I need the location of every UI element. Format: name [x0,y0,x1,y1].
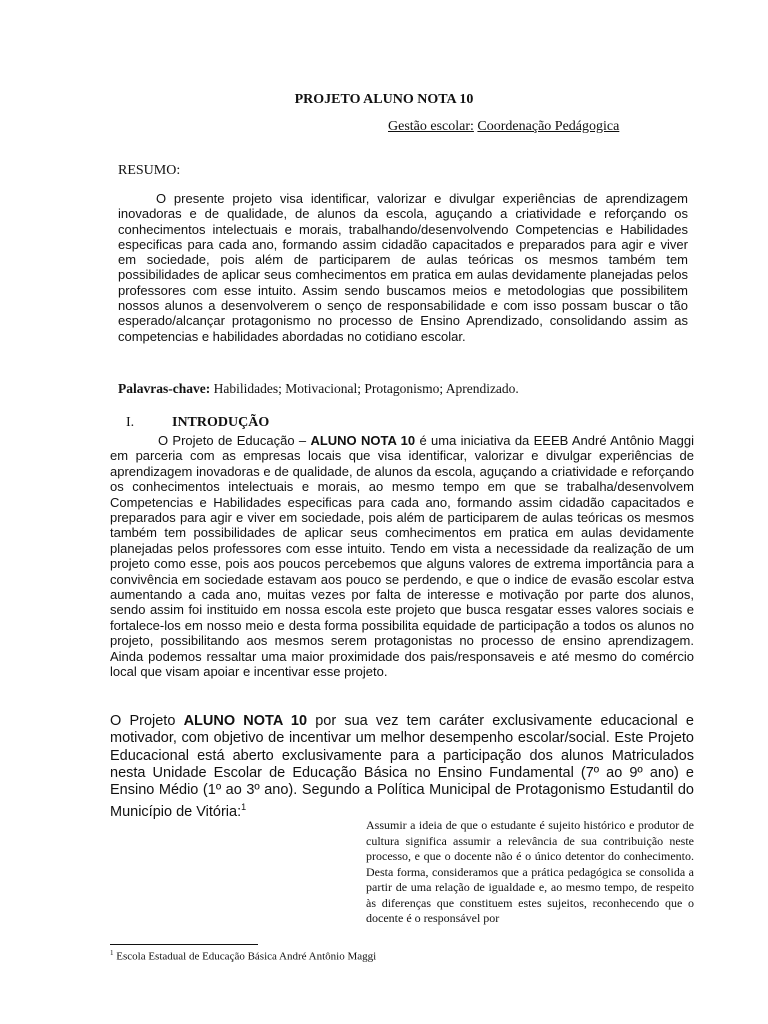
resumo-heading: RESUMO: [118,163,181,178]
keywords-label: Palavras-chave: [118,381,211,396]
footnote-text: Escola Estadual de Educação Básica André Antônio Maggi [116,950,377,963]
gestao-label: Gestão escolar: [388,119,474,134]
intro-paragraph-2 [110,713,694,822]
footnote [110,949,376,963]
resumo-paragraph: O presente projeto visa identificar, valorizar e divulgar experiências de aprendizagem inovadoras e de qualidade, de alunos da escola, aguçando a criatividade e reforçando os conhecimentos intelectuais e morais, trabalhando/desenvolvendo Competencias e Habilidades especificas para cada ano, formando assim cidadão capacitados e preparados para agir e viver em sociedade, pois além de participarem de aulas teóricas os mesmos também tem possibilidades de aplicar seus comhecimentos em pratica em aulas devidamente planejadas pelos professores com esse intuito. Assim sendo buscamos meios e metodologias que possibilitem nossos alunos a desenvolverem o senço de responsabilidade e com isso possam buscar o tão esperado/alcançar protagonismo no processo de Ensino Aprendizado, consolidando assim as competencias e habilidades abordadas no cotidiano escolar. [118,191,688,344]
intro-p2-bold: ALUNO NOTA 10 [183,713,308,729]
block-quote: Assumir a ideia de que o estudante é sujeito histórico e produtor de cultura significa assumir a relevância de sua contribuição neste processo, e que o docente não é o único detentor do conhecimento. Desta forma, consideramos que a prática pedagógica se consolida a partir de uma relação de igualdade e, ao mesmo tempo, de respeito às diferenças que constituem estes sujeitos, reconhecendo que o docente é o responsável por [366,818,694,925]
intro-p2-before: O Projeto [110,713,184,729]
keywords-value: Habilidades; Motivacional; Protagonismo; Aprendizado. [213,381,519,396]
intro-p1-before: O Projeto de Educação – [158,433,311,448]
gestao-escolar-line [388,119,619,135]
section-title: INTRODUÇÃO [172,415,270,430]
section-heading [126,415,269,431]
keywords-line [118,381,519,397]
intro-p2-after: por sua vez tem caráter exclusivamente educacional e motivador, com objetivo de incentivar um melhor desempenho escolar/social. Este Projeto Educacional está aberto exclusivamente para a participação dos alunos Matriculados nesta Unidade Escolar de Educação Básica no Ensino Fundamental (7º ao 9º ano) e Ensino Médio (1º ao 3º ano). Segundo a Política Municipal de Protagonismo Estudantil do Município de Vitória: [110,713,694,821]
footnote-reference: 1 [241,802,247,813]
section-number: I. [126,415,135,430]
intro-paragraph-1 [110,433,694,680]
footnote-divider [110,944,258,945]
document-title: PROJETO ALUNO NOTA 10 [294,92,474,107]
gestao-value: Coordenação Pedágogica [477,119,620,134]
intro-p1-bold: ALUNO NOTA 10 [310,433,416,448]
intro-p1-after: é uma iniciativa da EEEB André Antônio Maggi em parceria com as empresas locais que visa identificar, valorizar e divulgar experiências de aprendizagem inovadoras e de qualidade, de alunos da escola, aguçando a criatividade e reforçando os conhecimentos intelectuais e morais, ao mesmo tempo em que se trabalha/desenvolvem Competencias e Habilidades especificas para cada ano, formando assim cidadão capacitados e preparados para agir e viver em sociedade, pois além de participarem de aulas teóricas os mesmos também tem possibilidades de aplicar seus comhecimentos em pratica em aulas devidamente planejadas pelos professores com esse intuito. Tendo em vista a necessidade da realização de um projeto como esse, pois aos poucos percebemos que alguns valores de extrema importância para a convivência em sociedade estavam aos pouco se perdendo, e que o indice de evasão escolar estva aumentando a cada ano, muitas vezes por falta de interesse e motivação por parte dos alunos, sendo assim foi instituido em nossa escola este projeto que busca resgatar esses valores sociais e fortalece-los em nosso meio e desta forma possibilita equidade de participação a todos os alunos no projeto, possibilitando aos mesmos serem protagonistas no processo de ensino aprendizagem. Ainda podemos ressaltar uma maior proximidade dos pais/responsaveis e até mesmo do comércio local que visam apoiar e incentivar esse projeto. [110,433,695,680]
footnote-mark: 1 [110,949,114,957]
